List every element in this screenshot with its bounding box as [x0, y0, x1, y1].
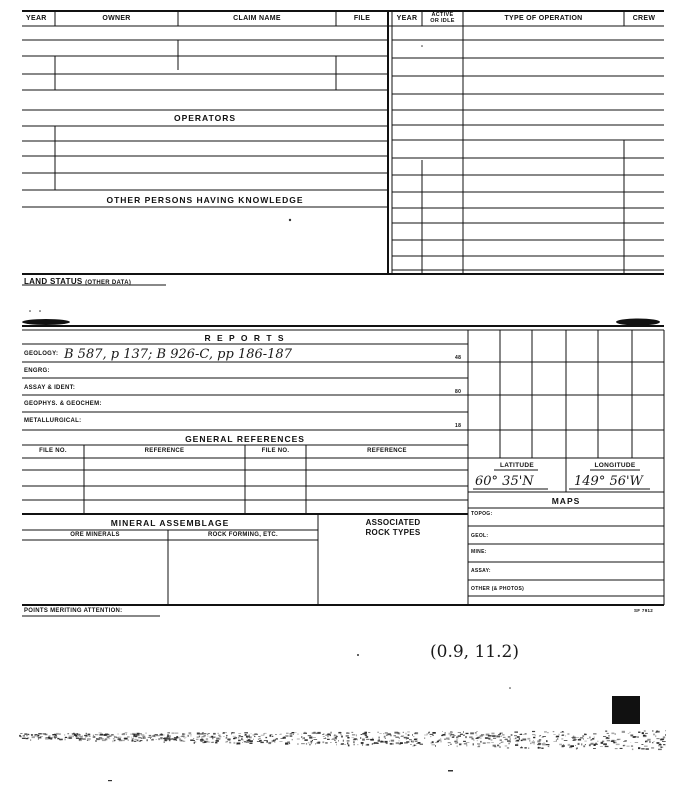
scan-noise-band — [18, 722, 666, 762]
col-year: YEAR — [26, 15, 47, 22]
ref-col-reference-1: REFERENCE — [144, 448, 185, 454]
assay-code: 80 — [455, 389, 462, 395]
form-code: SF 7912 — [634, 608, 654, 613]
land-status-title: LAND STATUS — [24, 277, 83, 286]
handwritten-coordinate-note: (0.9, 11.2) — [430, 642, 519, 662]
reports-heading: R E P O R T S — [204, 333, 286, 343]
other-persons-heading: OTHER PERSONS HAVING KNOWLEDGE — [106, 195, 304, 205]
maps-topog-label: TOPOG: — [471, 511, 493, 517]
col-year-right: YEAR — [396, 15, 418, 22]
ref-col-reference-2: REFERENCE — [367, 448, 407, 454]
ref-col-file-no-1: FILE NO. — [39, 448, 67, 454]
col-file: FILE — [353, 15, 371, 22]
ref-col-file-no-2: FILE NO. — [261, 448, 290, 454]
metallurgical-code: 18 — [455, 423, 462, 429]
maps-geol-label: GEOL: — [471, 533, 489, 539]
land-status-label — [24, 277, 131, 286]
col-active-idle-2: OR IDLE — [430, 18, 455, 24]
geophys-label: GEOPHYS. & GEOCHEM: — [24, 401, 102, 407]
col-crew: CREW — [632, 15, 656, 22]
latitude-value: 60° 35'N — [475, 474, 534, 489]
col-type-of-operation: TYPE OF OPERATION — [504, 15, 583, 22]
engrg-label: ENGRG: — [24, 368, 50, 374]
maps-heading: MAPS — [551, 496, 581, 506]
col-owner: OWNER — [102, 15, 131, 22]
associated-rock-types-2: ROCK TYPES — [365, 528, 421, 537]
mineral-assemblage-heading: MINERAL ASSEMBLAGE — [110, 518, 230, 528]
points-meriting-attention-label: POINTS MERITING ATTENTION: — [24, 608, 123, 614]
general-references-heading: GENERAL REFERENCES — [185, 434, 305, 444]
maps-mine-label: MINE: — [471, 549, 487, 555]
ore-minerals-heading: ORE MINERALS — [70, 532, 120, 538]
registration-mark — [612, 696, 640, 724]
geology-label: GEOLOGY: — [24, 351, 59, 357]
operators-heading: OPERATORS — [173, 113, 237, 123]
geology-value: B 587, p 137; B 926-C, pp 186-187 — [64, 347, 292, 362]
associated-rock-types-1: ASSOCIATED — [365, 518, 421, 527]
metallurgical-label: METALLURGICAL: — [24, 418, 82, 424]
geology-code: 48 — [455, 355, 462, 361]
col-claim-name: CLAIM NAME — [233, 15, 281, 22]
col-active-idle-1: ACTIVE — [431, 12, 454, 18]
maps-other-label: OTHER (& PHOTOS) — [471, 586, 525, 592]
latitude-label: LATITUDE — [499, 462, 535, 469]
rock-forming-heading: ROCK FORMING, ETC. — [207, 532, 279, 538]
maps-assay-label: ASSAY: — [471, 568, 491, 574]
longitude-label: LONGITUDE — [594, 462, 636, 469]
assay-ident-label: ASSAY & IDENT: — [24, 385, 76, 391]
longitude-value: 149° 56'W — [574, 474, 643, 489]
land-status-sub: (OTHER DATA) — [85, 280, 132, 286]
